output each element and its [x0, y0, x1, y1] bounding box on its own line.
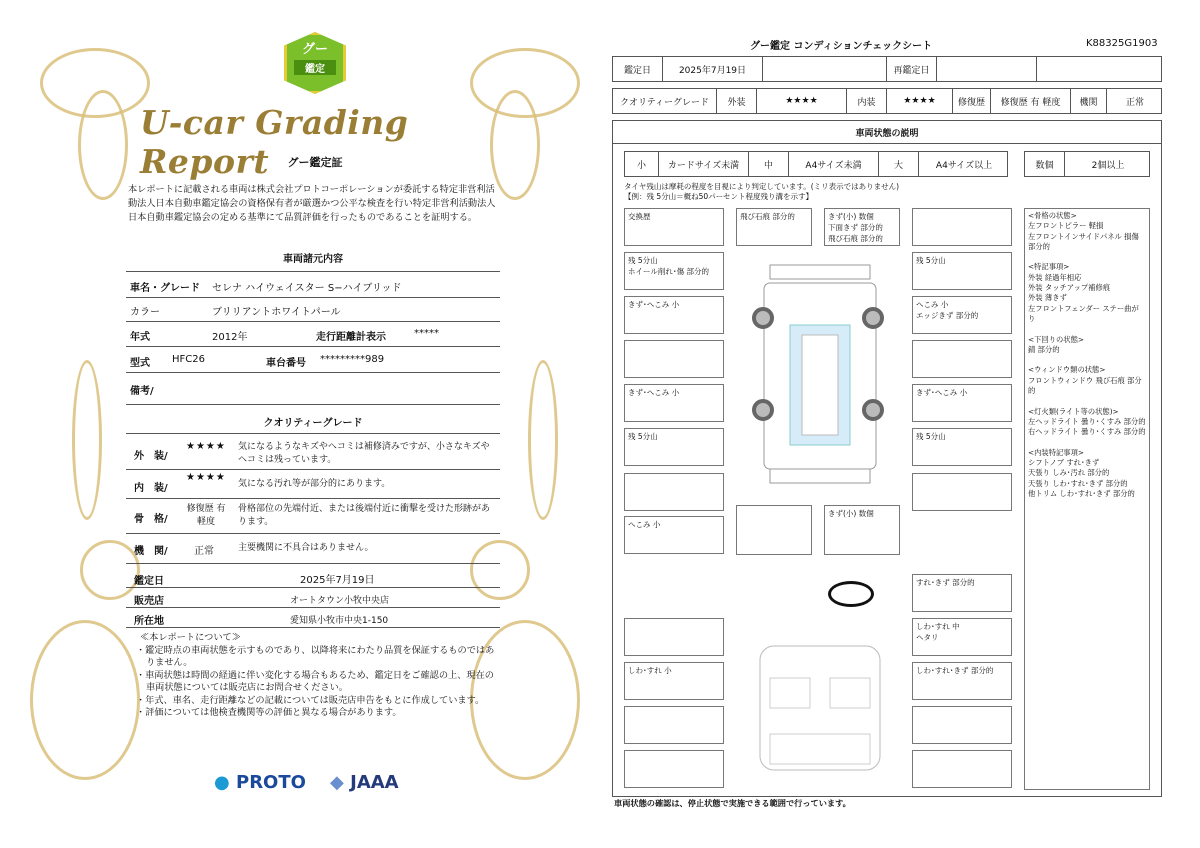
car-name-value: セレナ ハイウェイスター S−ハイブリッド	[212, 283, 402, 294]
car-interior-diagram	[740, 638, 900, 778]
chassis-label: 車台番号	[266, 358, 306, 369]
ornament-flourish	[80, 540, 140, 600]
front-seat-right	[830, 678, 870, 708]
interior-stars: ★★★★	[186, 472, 226, 483]
frame-grade: 修復歴 有 軽度	[186, 504, 226, 527]
spec-section-title: 車両諸元内容	[283, 254, 343, 265]
divider	[126, 498, 500, 499]
tire-note-1: タイヤ残山は摩耗の程度を目視により判定しています。(ミリ表示ではありません)	[624, 182, 900, 191]
condition-box	[624, 706, 724, 744]
jaaa-mark-icon: ◆	[330, 772, 344, 793]
note-item: ・評価については他検査機関等の評価と異なる場合があります。	[136, 707, 402, 718]
condition-box: 交換歴	[624, 208, 724, 246]
divider	[126, 297, 500, 298]
repair-label: 修復歴	[953, 89, 991, 113]
condition-box: きず･へこみ 小	[912, 384, 1012, 422]
condition-box	[912, 340, 1012, 378]
color-value: ブリリアントホワイトパール	[212, 307, 341, 318]
quality-label: 機 関/	[134, 546, 168, 557]
rear-seat	[770, 734, 870, 764]
appraisal-date-value: 2025年7月19日	[300, 575, 375, 586]
report-notes	[136, 632, 496, 720]
quality-label: 内 装/	[134, 483, 168, 494]
car-top-view-diagram	[750, 255, 890, 495]
int-label: 内装	[847, 89, 887, 113]
tire-front-left-icon	[752, 307, 774, 329]
count-label: 数個	[1025, 152, 1065, 176]
size-legend	[624, 151, 1008, 177]
condition-box: しわ･すれ 小	[624, 662, 724, 700]
front-bumper	[770, 265, 870, 279]
note-item: ・年式、車名、走行距離などの記載については販売店申告をもとに作成しています。	[136, 694, 485, 706]
tire-note-2: 【例：残 5分山＝概ね50パーセント程度残り溝を示す】	[624, 192, 814, 201]
repair-value: 修復歴 有 軽度	[991, 89, 1071, 113]
proto-logo-text: PROTO	[236, 772, 306, 793]
condition-box	[912, 473, 1012, 511]
condition-box: 残 5分山	[912, 428, 1012, 466]
date-row	[612, 56, 1162, 82]
size-large-desc: A4サイズ以上	[935, 160, 993, 171]
appraisal-date-label: 鑑定日	[134, 576, 164, 587]
date-spacer	[763, 57, 887, 81]
shop-value: オートタウン小牧中央店	[290, 596, 390, 606]
condition-box: 残 5分山	[624, 428, 724, 466]
divider	[126, 587, 500, 588]
note-item: ・鑑定時点の車両状態を示すものであり、以降将来にわたり品質を保証するものではありません。	[136, 644, 495, 668]
condition-box: きず･へこみ 小	[624, 296, 724, 334]
divider	[126, 563, 500, 564]
engine-label: 機関	[1071, 89, 1107, 113]
year-value: 2012年	[212, 332, 248, 343]
certificate-title: グー鑑定証	[287, 156, 343, 169]
sheet-title: グー鑑定 コンディションチェックシート	[750, 41, 933, 52]
tire-rear-right-icon	[862, 399, 884, 421]
condition-title: 車両状態の説明	[612, 120, 1162, 144]
condition-box: 飛び石痕 部分的	[736, 208, 812, 246]
ornament-flourish	[78, 90, 128, 200]
count-desc: 2個以上	[1091, 160, 1125, 171]
address-label: 所在地	[134, 616, 164, 627]
int-value: ★★★★	[887, 89, 953, 113]
condition-box: 残 5分山 ホイール削れ･傷 部分的	[624, 252, 724, 290]
exterior-desc: 気になるようなキズやヘコミは補修済みですが、小さなキズやヘコミは残っています。	[238, 442, 490, 465]
remarks-label: 備考/	[130, 386, 154, 397]
size-small-desc: カードサイズ未満	[659, 152, 749, 176]
size-large: 大	[879, 152, 919, 176]
quality-label: 外 装/	[134, 451, 168, 462]
condition-box	[912, 208, 1012, 246]
redate-value	[937, 57, 1037, 81]
note-item: ・車両状態は時間の経過に伴い変化する場合もあるため、鑑定日をご確認の上、現在の車両状態については販売店にお問合せください。	[136, 669, 494, 693]
ext-label: 外装	[717, 89, 757, 113]
mileage-label: 走行距離計表示	[316, 332, 386, 343]
divider	[126, 433, 500, 434]
size-mid: 中	[749, 152, 789, 176]
proto-logo	[214, 772, 306, 793]
divider	[126, 627, 500, 628]
grade-row-label: クオリティーグレード	[613, 89, 717, 113]
model-label: 型式	[130, 358, 150, 369]
quality-section-title: クオリティーグレード	[263, 418, 363, 429]
condition-box: へこみ 小 エッジきず 部分的	[912, 296, 1012, 334]
quality-label: 骨 格/	[134, 514, 168, 525]
condition-box	[624, 340, 724, 378]
car-name-label: 車名・グレード	[130, 283, 200, 294]
certificate-body: 本レポートに記載される車両は株式会社プロトコーポレーションが委託する特定非営利活動法人日本自動車鑑定協会の資格保有者が厳選かつ公平な検査を行い特定非営利活動法人日本自動車鑑定協会の定める基準にて品質評価を行ったものであることを証明する。	[128, 184, 496, 223]
grade-row	[612, 88, 1162, 114]
divider	[126, 271, 500, 272]
chassis-value: *********989	[320, 354, 385, 365]
engine-desc: 主要機関に不具合はありません。	[238, 543, 374, 553]
jaaa-logo	[330, 772, 399, 793]
proto-mark-icon: ●	[214, 772, 230, 793]
year-label: 年式	[130, 332, 150, 343]
divider	[126, 346, 500, 347]
engine-grade: 正常	[194, 546, 214, 557]
frame-desc: 骨格部位の先端付近、または後端付近に衝撃を受けた形跡があります。	[238, 504, 491, 527]
ornament-flourish	[72, 360, 102, 520]
condition-side-notes: <骨格の状態> 左フロントピラー 軽損 左フロントインサイドパネル 損傷 部分的 <特記事項> 外装 経過年相応 外装 タッチアップ補修痕 外装 薄きず 左フロントフェンダー ステー曲がり <下回りの状態> 錆 部分的 <ウィンドウ類の状態> フロントウィンドウ 飛び石痕 部分的 <灯火類(ライト等の状態)> 左ヘッドライト 曇り･くすみ 部分的 右ヘッドライト 曇り･くすみ 部分的 <内装特記事項> シフトノブ すれ･きず 天張り しみ･汚れ 部分的 天張り しわ･すれ･きず 部分的 他トリム しわ･すれ･きず 部分的	[1024, 208, 1150, 790]
condition-box: へこみ 小	[624, 516, 724, 554]
condition-box	[912, 706, 1012, 744]
count-legend	[1024, 151, 1150, 177]
divider	[126, 607, 500, 608]
condition-box	[624, 473, 724, 511]
condition-box	[736, 505, 812, 555]
divider	[126, 404, 500, 405]
condition-box	[912, 750, 1012, 788]
condition-box: 残 5分山	[912, 252, 1012, 290]
sheet-footer-note: 車両状態の確認は、停止状態で実施できる範囲で行っています。	[614, 798, 851, 808]
front-seat-left	[770, 678, 810, 708]
engine-value: 正常	[1125, 97, 1144, 108]
condition-box: きず(小) 数個 下面きず 部分的 飛び石痕 部分的	[824, 208, 900, 246]
badge-top-text: グー	[301, 42, 328, 57]
condition-box	[624, 618, 724, 656]
size-small: 小	[625, 152, 659, 176]
sheet-id: K88325G1903	[1086, 38, 1158, 49]
jaaa-logo-text: JAAA	[350, 772, 399, 793]
condition-box: しわ･すれ 中 ヘタリ	[912, 618, 1012, 656]
mileage-value: *****	[414, 328, 439, 339]
tire-rear-left-icon	[752, 399, 774, 421]
ornament-flourish	[30, 620, 140, 780]
condition-box: しわ･すれ･きず 部分的	[912, 662, 1012, 700]
condition-box: きず(小) 数個	[824, 505, 900, 555]
shop-label: 販売店	[134, 596, 164, 607]
size-mid-desc: A4サイズ未満	[789, 152, 879, 176]
address-value: 愛知県小牧市中央1-150	[290, 616, 389, 626]
divider	[126, 372, 500, 373]
divider	[126, 533, 500, 534]
date-label: 鑑定日	[613, 57, 663, 81]
notes-title: ≪本レポートについて≫	[140, 632, 241, 643]
car-roof	[802, 335, 838, 435]
model-value: HFC26	[172, 354, 205, 365]
report-script-title: U-car Grading Report	[140, 103, 409, 181]
rear-bumper	[770, 469, 870, 483]
ext-value: ★★★★	[757, 89, 847, 113]
tire-front-right-icon	[862, 307, 884, 329]
divider	[126, 469, 500, 470]
interior-desc: 気になる汚れ等が部分的にあります。	[238, 479, 391, 489]
redate-label: 再鑑定日	[887, 57, 937, 81]
condition-box: すれ･きず 部分的	[912, 574, 1012, 612]
condition-box: きず･へこみ 小	[624, 384, 724, 422]
condition-check-sheet	[600, 0, 1200, 848]
color-label: カラー	[130, 307, 160, 318]
divider	[126, 321, 500, 322]
steering-wheel-icon	[828, 581, 874, 607]
badge-bottom-text: 鑑定	[294, 60, 336, 75]
date-value: 2025年7月19日	[663, 57, 763, 81]
condition-box	[624, 750, 724, 788]
ornament-flourish	[528, 360, 558, 520]
exterior-stars: ★★★★	[186, 441, 226, 452]
